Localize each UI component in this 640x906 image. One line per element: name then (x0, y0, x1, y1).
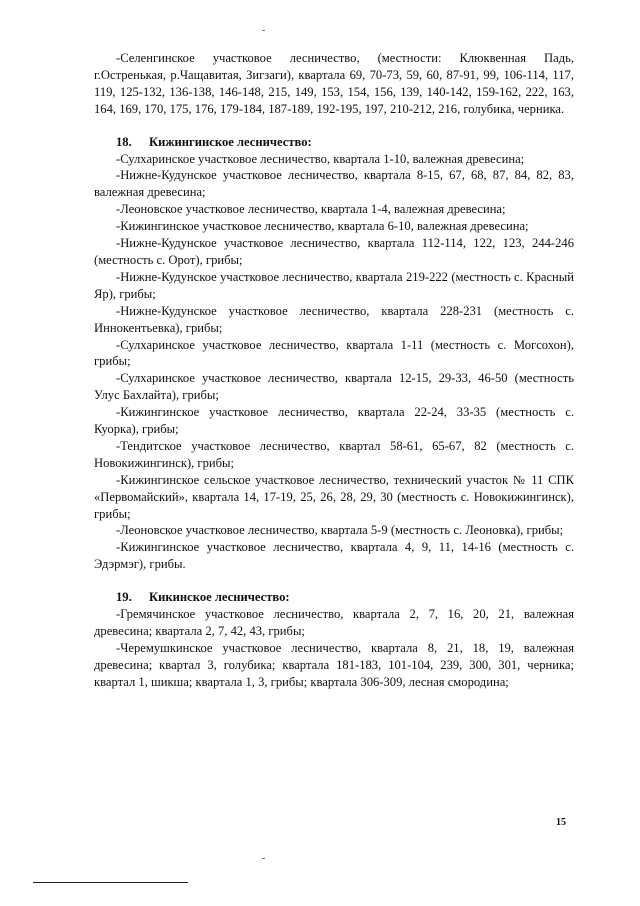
intro-paragraph: -Селенгинское участковое лесничество, (местности: Клюквенная Падь, г.Остренькая, р.Чащавитая, Зигзаги), квартала 69, 70-73, 59, 60, 87-91, 99, 106-114, 117, 119, 125-132, 136-138, 146-148, 215, 149, 153, 154, 156, 139, 140-142, 159-162, 222, 163, 164, 169, 170, 175, 176, 179-184, 187-189, 192-195, 197, 210-212, 216, голубика, черника. (94, 51, 574, 116)
scan-mark-bottom (262, 858, 265, 859)
list-item: -Нижне-Кудунское участковое лесничество, квартала 112-114, 122, 123, 244-246 (местность с. Орот), грибы; (94, 236, 574, 267)
list-item: -Сулхаринское участковое лесничество, квартала 1-11 (местность с. Могсохон), грибы; (94, 337, 574, 369)
section-18 (94, 134, 574, 574)
section-19-number: 19. (116, 590, 132, 605)
list-item: -Кижингинское участковое лесничество, квартала 4, 9, 11, 14-16 (местность с. Эдэрмэг), грибы. (94, 540, 574, 572)
list-item: -Сулхаринское участковое лесничество, квартала 1-10, валежная древесина; (116, 151, 525, 166)
list-item: -Нижне-Кудунское участковое лесничество, квартала 8-15, 67, 68, 87, 84, 82, 83, валежная древесина; (94, 168, 574, 200)
scan-mark-top (262, 30, 265, 31)
list-item: -Кижингинское сельское участковое лесничество, технический участок № 11 СПК «Первомайский», квартала 14, 17-19, 25, 26, 28, 29, 30 (местность с. Новокижингинск), грибы; (94, 472, 574, 521)
page-number: 15 (556, 817, 566, 828)
section-19-heading (94, 589, 574, 606)
list-item: -Тендитское участковое лесничество, квартал 58-61, 65-67, 82 (местность с. Новокижингинск), грибы; (94, 438, 574, 470)
document-body (94, 50, 574, 691)
list-item: -Кижингинское участковое лесничество, квартала 22-24, 33-35 (местность с. Куорка), грибы; (94, 405, 574, 437)
footnote-separator (33, 882, 188, 883)
section-18-heading (94, 134, 574, 151)
list-item: -Леоновское участковое лесничество, квартала 5-9 (местность с. Леоновка), грибы; (116, 523, 564, 538)
section-18-number: 18. (116, 134, 132, 149)
list-item: -Сулхаринское участковое лесничество, квартала 12-15, 29-33, 46-50 (местность Улус Бахлайта), грибы; (94, 371, 574, 403)
list-item: -Леоновское участковое лесничество, квартала 1-4, валежная древесина; (116, 202, 506, 217)
list-item: -Нижне-Кудунское участковое лесничество, квартала 219-222 (местность с. Красный Яр), грибы; (94, 269, 574, 301)
list-item: -Нижне-Кудунское участковое лесничество, квартала 228-231 (местность с. Иннокентьевка), грибы; (94, 303, 574, 335)
list-item: -Кижингинское участковое лесничество, квартала 6-10, валежная древесина; (116, 219, 529, 234)
list-item: -Гремячинское участковое лесничество, квартала 2, 7, 16, 20, 21, валежная древесина; квартала 2, 7, 42, 43, грибы; (94, 607, 574, 638)
section-19-title: Кикинское лесничество: (149, 590, 290, 605)
section-18-title: Кижингинское лесничество: (149, 134, 312, 149)
list-item: -Черемушкинское участковое лесничество, квартала 8, 21, 18, 19, валежная древесина; квартал 3, голубика; квартала 181-183, 101-104, 239, 300, 301, черника; квартал 1, шикша; квартала 1, 3, грибы; квартала 306-309, лесная смородина; (94, 640, 574, 689)
section-19 (94, 589, 574, 690)
